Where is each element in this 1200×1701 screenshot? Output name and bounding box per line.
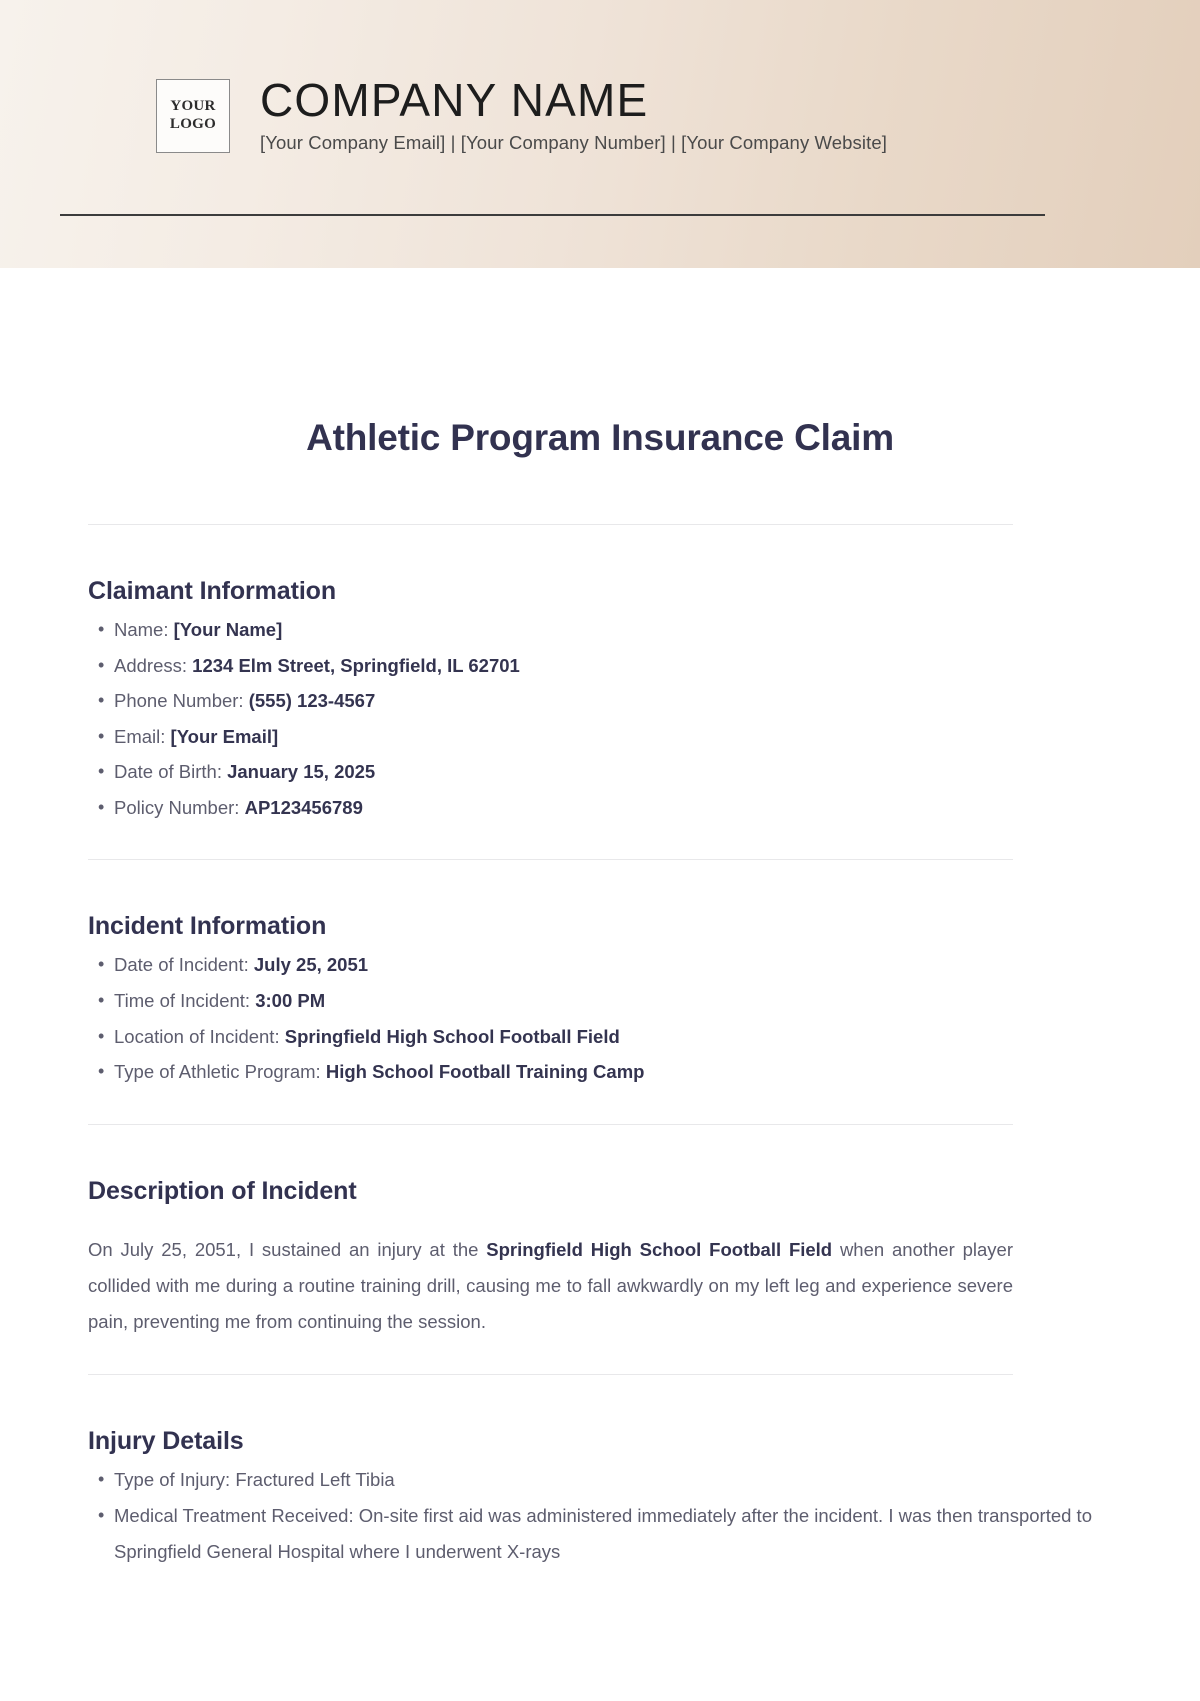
divider-below-title	[88, 524, 1013, 525]
field-value: High School Football Training Camp	[325, 1061, 645, 1083]
list-item	[88, 754, 1112, 790]
field-value: AP123456789	[244, 796, 363, 818]
letterhead-content	[60, 0, 1045, 218]
list-item	[88, 1054, 1112, 1090]
field-label: Type of Athletic Program:	[114, 1061, 321, 1083]
logo-line-2: LOGO	[169, 116, 217, 132]
field-label: Location of Incident:	[114, 1025, 280, 1047]
section-injury-details	[88, 1427, 1112, 1570]
description-location-bold: Springfield High School Football Field	[486, 1238, 833, 1260]
logo-placeholder[interactable]	[156, 79, 230, 153]
field-value: July 25, 2051	[253, 954, 369, 976]
description-text-part1: On July 25, 2051, I sustained an injury at the	[88, 1238, 487, 1260]
incident-info-list	[88, 947, 1112, 1089]
field-label: Policy Number:	[114, 796, 240, 818]
field-value: January 15, 2025	[227, 761, 376, 783]
list-item	[88, 648, 1112, 684]
field-label: Time of Incident:	[114, 990, 251, 1011]
section-heading-incident: Incident Information	[88, 912, 327, 941]
field-value: (555) 123-4567	[248, 690, 376, 712]
field-value: On-site first aid was administered immediately after the incident. I was then transported to Springfield General Hospital where I underwent X-rays	[114, 1504, 1092, 1562]
section-claimant-information	[88, 577, 1112, 825]
logo-line-1: YOUR	[170, 98, 216, 115]
field-label: Address:	[114, 654, 188, 676]
claimant-info-list	[88, 612, 1112, 825]
header-divider-rule	[60, 214, 1045, 216]
field-value: 3:00 PM	[255, 990, 326, 1011]
list-item	[88, 1019, 1112, 1055]
list-item	[88, 719, 1112, 755]
field-label: Medical Treatment Received:	[114, 1504, 354, 1526]
description-text-part2: when another player collided with me during a routine training drill, causing me to fall awkwardly on my left leg and experience severe pain, preventing me from continuing the session.	[88, 1238, 1013, 1332]
list-item	[88, 612, 1112, 648]
field-label: Email:	[114, 725, 166, 747]
divider-after-claimant	[88, 859, 1013, 860]
field-label: Date of Birth:	[114, 761, 222, 783]
company-name: COMPANY NAME	[260, 73, 649, 126]
field-value: Springfield High School Football Field	[284, 1025, 620, 1047]
injury-details-list	[88, 1462, 1112, 1570]
spacer	[88, 1090, 1112, 1124]
divider-after-incident	[88, 1124, 1013, 1125]
section-heading-injury: Injury Details	[88, 1426, 244, 1455]
section-heading-description: Description of Incident	[88, 1176, 357, 1205]
field-value: [Your Name]	[173, 619, 283, 641]
list-item	[88, 1498, 1112, 1570]
field-label: Phone Number:	[114, 690, 244, 712]
description-paragraph	[88, 1232, 1013, 1340]
spacer	[88, 1340, 1112, 1374]
field-value: [Your Email]	[170, 725, 279, 747]
spacer	[88, 825, 1112, 859]
field-label: Type of Injury:	[114, 1468, 231, 1490]
letterhead-banner	[0, 0, 1200, 268]
brand-block	[260, 73, 887, 154]
field-value: 1234 Elm Street, Springfield, IL 62701	[192, 654, 520, 676]
document-body	[0, 268, 1200, 1570]
list-item	[88, 947, 1112, 983]
divider-after-description	[88, 1374, 1013, 1375]
list-item	[88, 683, 1112, 719]
section-incident-information	[88, 912, 1112, 1089]
company-contact-line: [Your Company Email] | [Your Company Number] | [Your Company Website]	[260, 132, 887, 154]
section-description-of-incident	[88, 1177, 1112, 1340]
list-item	[88, 983, 1112, 1019]
list-item	[88, 1462, 1112, 1498]
list-item	[88, 790, 1112, 826]
field-label: Name:	[114, 619, 169, 641]
field-label: Date of Incident:	[114, 954, 249, 976]
section-heading-claimant: Claimant Information	[88, 577, 337, 606]
page-title: Athletic Program Insurance Claim	[306, 417, 894, 458]
field-value: Fractured Left Tibia	[235, 1468, 395, 1490]
